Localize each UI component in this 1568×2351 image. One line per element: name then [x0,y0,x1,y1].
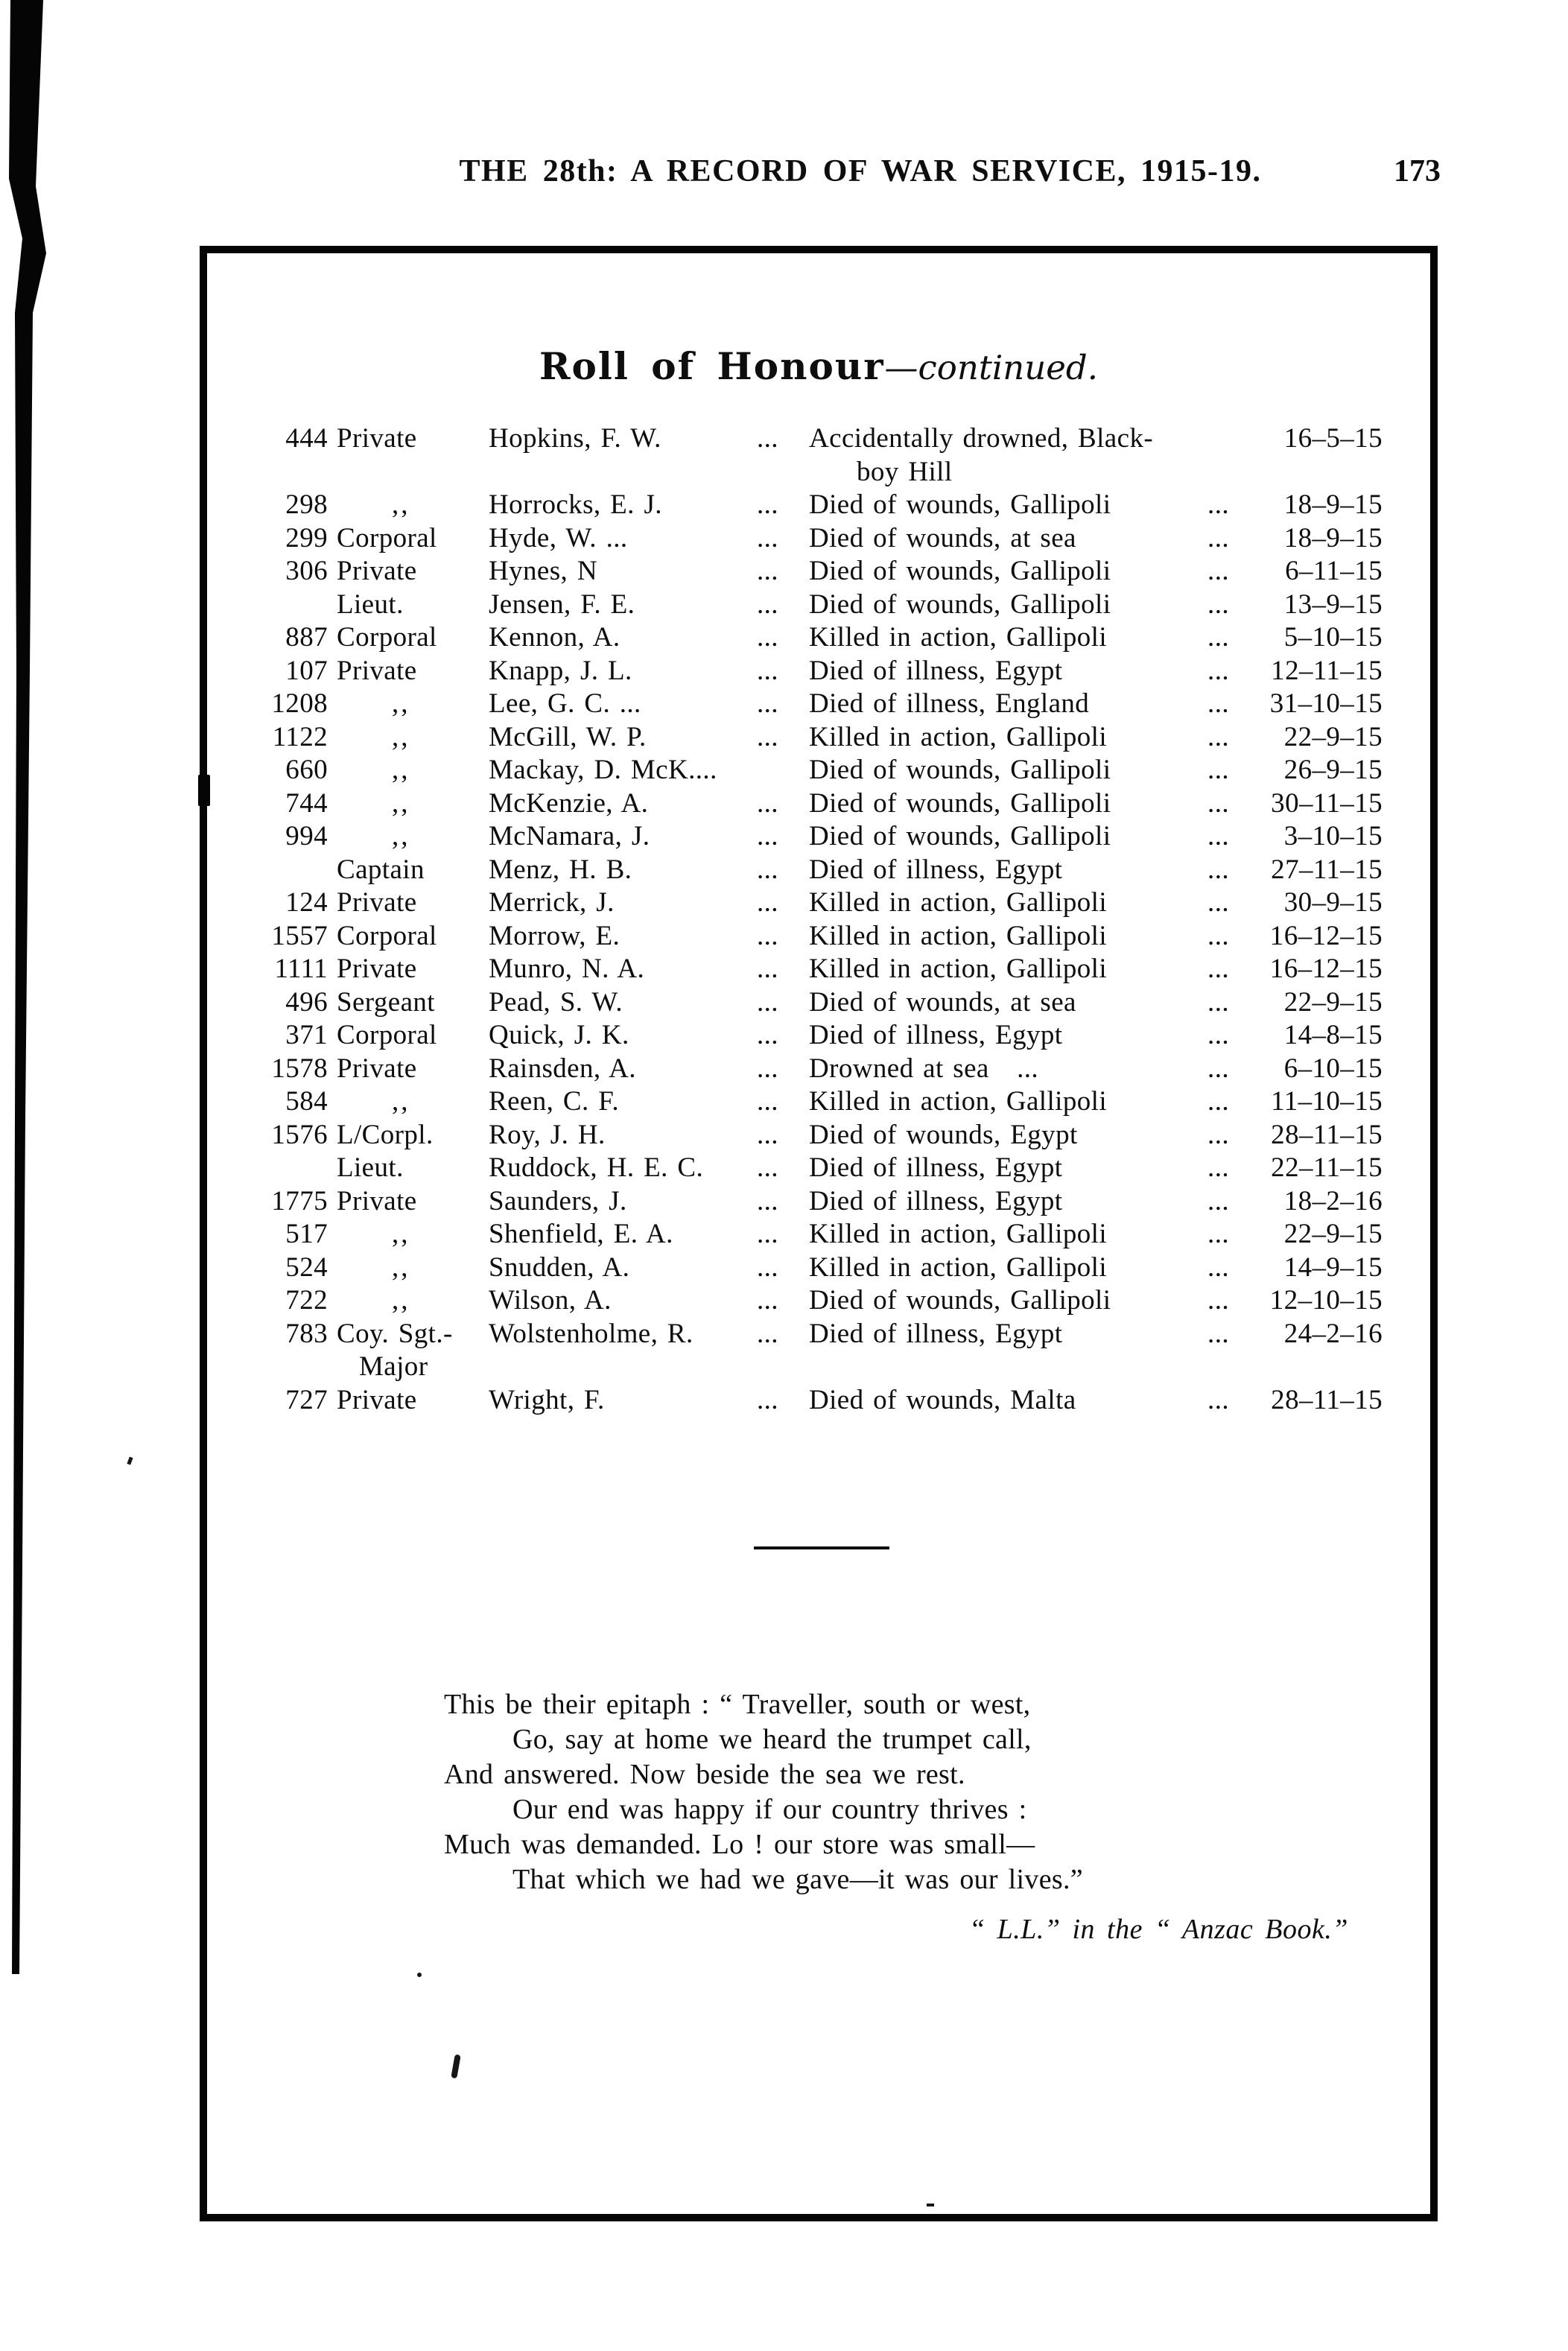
roll-cell-date: 24–2–16 [1283,1318,1383,1349]
poem-line: That which we had we gave—it was our lives.” [512,1864,1083,1895]
roll-row [0,1151,1568,1184]
roll-cell-rank: ,, [392,1086,410,1117]
roll-row [0,753,1568,787]
roll-cell-cause [809,588,1229,621]
roll-cell-number: 584 [285,1086,328,1117]
roll-cell-number: 107 [285,655,328,686]
roll-cell-name: Wright, F. [489,1384,605,1415]
roll-cell-rank: ,, [392,787,410,819]
leader-dots: ... [757,1384,778,1415]
roll-cell-rank: Corporal [337,622,437,653]
roll-row [0,986,1568,1019]
leader-dots: ... [757,1119,778,1150]
roll-cell-name: McGill, W. P. [489,721,647,752]
leader-dots: ... [1207,1119,1229,1150]
leader-dots: ... [757,1053,778,1084]
roll-cell-name: McNamara, J. [489,821,650,851]
roll-cell-number: 124 [285,887,328,918]
roll-cell-rank: ,, [392,721,410,752]
cause-text: Killed in action, Gallipoli [809,622,1108,653]
cause-text: Died of wounds, Egypt [809,1119,1078,1150]
cause-text: Died of illness, Egypt [809,1318,1063,1349]
roll-cell-date: 12–11–15 [1271,655,1383,686]
roll-row [0,654,1568,688]
leader-dots: ... [1207,1219,1229,1249]
cause-text: Killed in action, Gallipoli [809,954,1108,984]
roll-cell-name: Menz, H. B. [489,854,632,885]
cause-text: Died of wounds, Gallipoli [809,489,1111,520]
roll-cell-cause [809,1151,1229,1184]
roll-cell-number: 1557 [271,920,328,951]
roll-cell-date: 16–5–15 [1283,423,1383,454]
leader-dots: ... [757,954,778,984]
roll-cell-number: 298 [285,489,328,520]
roll-cell-name: Munro, N. A. [489,954,645,984]
roll-cell-cause [809,720,1229,754]
roll-cell-number: 1775 [271,1185,328,1216]
cause-text: Killed in action, Gallipoli [809,1251,1108,1283]
roll-row [0,1383,1568,1417]
scan-speck [417,1973,422,1977]
roll-row [0,1317,1568,1351]
roll-row [0,819,1568,853]
leader-dots: ... [757,986,778,1018]
roll-row [0,1018,1568,1052]
cause-text: Died of wounds, Gallipoli [809,755,1111,785]
roll-cell-cause [809,1085,1229,1118]
roll-cell-rank: Private [337,556,417,586]
roll-cell-rank: ,, [392,821,410,851]
leader-dots: ... [1207,954,1229,984]
cause-text: Died of illness, Egypt [809,1185,1063,1216]
roll-cell-date: 14–8–15 [1283,1020,1383,1050]
roll-row [0,488,1568,521]
roll-cell-rank: Coy. Sgt.- [337,1318,453,1349]
leader-dots: ... [1207,489,1229,520]
leader-dots: ... [1207,1086,1229,1117]
cause-text: Died of illness, Egypt [809,655,1063,686]
roll-cell-rank: ,, [392,1219,410,1249]
roll-row [0,521,1568,555]
roll-cell-name: Wolstenholme, R. [489,1318,693,1349]
cause-text: Died of wounds, at sea [809,986,1076,1018]
cause-text: Killed in action, Gallipoli [809,1219,1108,1249]
roll-cell-date: 22–9–15 [1283,721,1383,752]
roll-cell-date: 5–10–15 [1283,622,1383,653]
roll-cell-date: 13–9–15 [1283,588,1383,620]
roll-cell-number: 524 [285,1251,328,1283]
roll-cell-date: 16–12–15 [1269,954,1383,984]
roll-cell-name: Hyde, W. ... [489,522,628,553]
roll-cell-name: Quick, J. K. [489,1020,629,1050]
roll-cell-number: 994 [285,821,328,851]
leader-dots: ... [757,489,778,520]
roll-cell-name: Lee, G. C. ... [489,688,641,719]
roll-cell-rank: Private [337,887,417,918]
running-head-title: THE 28th: A RECORD OF WAR SERVICE, 1915-19. [459,154,1262,188]
cause-text: Died of wounds, Malta [809,1384,1076,1415]
roll-cell-cause [809,919,1229,953]
roll-row [0,588,1568,621]
leader-dots: ... [757,1285,778,1316]
cause-text: Died of illness, England [809,688,1090,719]
roll-cell-name: Horrocks, E. J. [489,489,662,520]
poem-attribution: “ L.L.” in the “ Anzac Book.” [968,1914,1348,1945]
leader-dots: ... [757,887,778,918]
roll-cell-name: Mackay, D. McK.... [489,755,717,785]
roll-cell-name: Morrow, E. [489,920,620,951]
roll-cell-cause [809,1284,1229,1317]
cause-text: Accidentally drowned, Black- [809,423,1154,454]
roll-cell-date: 22–9–15 [1283,986,1383,1018]
leader-dots: ... [1207,1285,1229,1316]
leader-dots: ... [757,1086,778,1117]
roll-row [0,1284,1568,1317]
cause-text: Killed in action, Gallipoli [809,920,1108,951]
roll-cell-cause [809,952,1229,986]
roll-cell-number: 1111 [274,954,328,984]
cause-text: Died of wounds, at sea [809,522,1076,553]
roll-cell-number: 517 [285,1219,328,1249]
scan-speck [927,2204,934,2206]
roll-cell-rank: ,, [392,688,410,719]
roll-cell-date: 14–9–15 [1283,1251,1383,1283]
leader-dots: ... [1207,588,1229,620]
roll-cell-cause [809,687,1229,720]
roll-row [0,720,1568,754]
poem-line: Our end was happy if our country thrives : [512,1794,1027,1825]
roll-cell-name: Wilson, A. [489,1285,612,1316]
leader-dots: ... [757,1219,778,1249]
leader-dots: ... [1207,1053,1229,1084]
roll-cell-rank: ,, [392,489,410,520]
roll-cell-date: 28–11–15 [1271,1119,1383,1150]
leader-dots: ... [1207,1020,1229,1050]
leader-dots: ... [757,721,778,752]
roll-cell-cause [809,1317,1229,1351]
roll-row [0,422,1568,455]
roll-cell-name: Pead, S. W. [489,986,623,1018]
roll-cell-rank: ,, [392,755,410,785]
cause-text-continuation: boy Hill [857,456,953,487]
roll-cell-name: Roy, J. H. [489,1119,606,1150]
roll-cell-date: 31–10–15 [1269,688,1383,719]
leader-dots: ... [1207,522,1229,553]
leader-dots: ... [1207,887,1229,918]
leader-dots: ... [1207,1251,1229,1283]
roll-row-continuation [0,455,1568,489]
roll-row [0,853,1568,886]
roll-cell-date: 30–11–15 [1271,787,1383,819]
leader-dots: ... [757,821,778,851]
poem-line: And answered. Now beside the sea we rest. [444,1759,965,1790]
cause-text: Drowned at sea ... [809,1053,1039,1084]
leader-dots: ... [1207,622,1229,653]
roll-cell-date: 22–11–15 [1271,1152,1383,1183]
roll-cell-cause [809,853,1229,886]
roll-row [0,1052,1568,1085]
cause-text: Died of illness, Egypt [809,1152,1063,1183]
roll-row [0,1251,1568,1284]
roll-row [0,1217,1568,1251]
section-heading-suffix: —continued. [884,348,1099,387]
leader-dots: ... [757,787,778,819]
roll-cell-name: Merrick, J. [489,887,615,918]
cause-text: Killed in action, Gallipoli [809,887,1108,918]
page-number: 173 [1394,154,1441,188]
leader-dots: ... [757,622,778,653]
leader-dots: ... [757,920,778,951]
roll-cell-rank: Corporal [337,920,437,951]
leader-dots: ... [757,1185,778,1216]
roll-cell-name: Hopkins, F. W. [489,423,661,454]
leader-dots: ... [1207,821,1229,851]
roll-cell-rank: ,, [392,1251,410,1283]
roll-cell-date: 11–10–15 [1271,1086,1383,1117]
roll-cell-date: 22–9–15 [1283,1219,1383,1249]
roll-cell-cause [809,886,1229,919]
leader-dots: ... [757,423,778,454]
leader-dots: ... [1207,688,1229,719]
divider-rule [754,1546,889,1549]
scan-speck [127,1456,133,1465]
roll-cell-number: 299 [285,522,328,553]
roll-cell-number: 444 [285,423,328,454]
roll-cell-number: 783 [285,1318,328,1349]
roll-cell-date: 18–9–15 [1283,522,1383,553]
cause-text: Died of wounds, Gallipoli [809,556,1111,586]
roll-cell-rank: Captain [337,854,425,885]
roll-row [0,952,1568,986]
roll-cell-rank: Private [337,954,417,984]
roll-cell-rank: Private [337,1053,417,1084]
roll-cell-number: 1576 [271,1119,328,1150]
cause-text: Died of illness, Egypt [809,854,1063,885]
roll-cell-name: Knapp, J. L. [489,655,632,686]
roll-cell-number: 1122 [272,721,328,752]
leader-dots: ... [1207,787,1229,819]
leader-dots: ... [1207,655,1229,686]
poem-line: This be their epitaph : “ Traveller, south or west, [444,1689,1031,1720]
roll-cell-rank: Corporal [337,522,437,553]
roll-cell-date: 18–9–15 [1283,489,1383,520]
roll-cell-date: 26–9–15 [1283,755,1383,785]
roll-cell-number: 887 [285,622,328,653]
roll-cell-rank: Private [337,423,417,454]
roll-cell-cause [809,554,1229,588]
roll-cell-name: Snudden, A. [489,1251,630,1283]
roll-cell-rank: Private [337,1185,417,1216]
roll-cell-name: Hynes, N [489,556,597,586]
roll-cell-number: 727 [285,1384,328,1415]
roll-cell-cause [809,1018,1229,1052]
cause-text: Killed in action, Gallipoli [809,1086,1108,1117]
leader-dots: ... [757,1251,778,1283]
roll-cell-name: Shenfield, E. A. [489,1219,673,1249]
leader-dots: ... [757,1020,778,1050]
roll-cell-number: 1578 [271,1053,328,1084]
leader-dots: ... [1207,755,1229,785]
roll-row [0,687,1568,720]
roll-cell-cause [809,1118,1229,1152]
leader-dots: ... [1207,721,1229,752]
roll-cell-date: 16–12–15 [1269,920,1383,951]
roll-cell-number: 306 [285,556,328,586]
roll-cell-cause [809,1052,1229,1085]
leader-dots: ... [1207,1384,1229,1415]
roll-cell-name: Saunders, J. [489,1185,627,1216]
roll-row [0,1085,1568,1118]
section-heading-main: Roll of Honour [539,344,885,388]
roll-cell-cause [809,787,1229,820]
roll-row [0,787,1568,820]
leader-dots: ... [757,556,778,586]
roll-cell-date: 28–11–15 [1271,1384,1383,1415]
roll-cell-number: 744 [285,787,328,819]
leader-dots: ... [757,655,778,686]
leader-dots: ... [1207,1185,1229,1216]
leader-dots: ... [1207,1152,1229,1183]
roll-cell-date: 3–10–15 [1283,821,1383,851]
roll-row [0,554,1568,588]
roll-cell-cause [809,521,1229,555]
roll-cell-cause [809,654,1229,688]
roll-cell-number: 371 [285,1020,328,1050]
roll-cell-rank: Lieut. [337,1152,404,1183]
leader-dots: ... [757,588,778,620]
roll-cell-cause [809,986,1229,1019]
roll-row [0,919,1568,953]
roll-cell-cause [809,422,1229,455]
roll-row-continuation [0,1350,1568,1383]
roll-cell-name: Kennon, A. [489,622,620,653]
roll-cell-rank: Private [337,1384,417,1415]
leader-dots: ... [1207,920,1229,951]
roll-cell-date: 18–2–16 [1283,1185,1383,1216]
roll-cell-cause [809,488,1229,521]
roll-row [0,1184,1568,1218]
roll-cell-name: Jensen, F. E. [489,588,635,620]
poem-line: Go, say at home we heard the trumpet call, [512,1724,1032,1755]
roll-cell-cause [809,753,1229,787]
cause-text: Died of illness, Egypt [809,1020,1063,1050]
leader-dots: ... [1207,854,1229,885]
leader-dots: ... [1207,1318,1229,1349]
roll-cell-rank: L/Corpl. [337,1119,434,1150]
roll-cell-date: 6–10–15 [1283,1053,1383,1084]
roll-cell-date: 30–9–15 [1283,887,1383,918]
roll-cell-date: 12–10–15 [1269,1285,1383,1316]
roll-cell-number: 1208 [271,688,328,719]
roll-cell-number: 660 [285,755,328,785]
roll-cell-name: Ruddock, H. E. C. [489,1152,704,1183]
roll-cell-rank: Lieut. [337,588,404,620]
roll-row [0,886,1568,919]
roll-row [0,1118,1568,1152]
roll-cell-rank: Sergeant [337,986,435,1018]
leader-dots: ... [1207,986,1229,1018]
cause-text: Died of wounds, Gallipoli [809,821,1111,851]
roll-cell-cause [809,621,1229,654]
roll-cell-cause [809,1251,1229,1284]
cause-text: Died of wounds, Gallipoli [809,588,1111,620]
leader-dots: ... [757,522,778,553]
leader-dots: ... [757,1318,778,1349]
cause-text: Killed in action, Gallipoli [809,721,1108,752]
roll-cell-name: McKenzie, A. [489,787,649,819]
cause-text: Died of wounds, Gallipoli [809,787,1111,819]
poem-line: Much was demanded. Lo ! our store was small— [444,1829,1035,1860]
leader-dots: ... [757,854,778,885]
roll-cell-number: 496 [285,986,328,1018]
roll-row [0,621,1568,654]
rank-text-continuation: Major [359,1351,428,1382]
leader-dots: ... [1207,556,1229,586]
leader-dots: ... [757,1152,778,1183]
roll-cell-number: 722 [285,1285,328,1316]
section-heading [200,344,1438,388]
roll-cell-rank: Corporal [337,1020,437,1050]
leader-dots: ... [757,688,778,719]
roll-cell-name: Rainsden, A. [489,1053,636,1084]
roll-cell-date: 27–11–15 [1271,854,1383,885]
roll-cell-cause [809,1383,1229,1417]
roll-cell-rank: Private [337,655,417,686]
roll-cell-name: Reen, C. F. [489,1086,619,1117]
roll-cell-rank: ,, [392,1285,410,1316]
roll-cell-date: 6–11–15 [1285,556,1383,586]
roll-cell-cause [809,1217,1229,1251]
roll-cell-cause [809,819,1229,853]
cause-text: Died of wounds, Gallipoli [809,1285,1111,1316]
roll-cell-cause [809,1184,1229,1218]
